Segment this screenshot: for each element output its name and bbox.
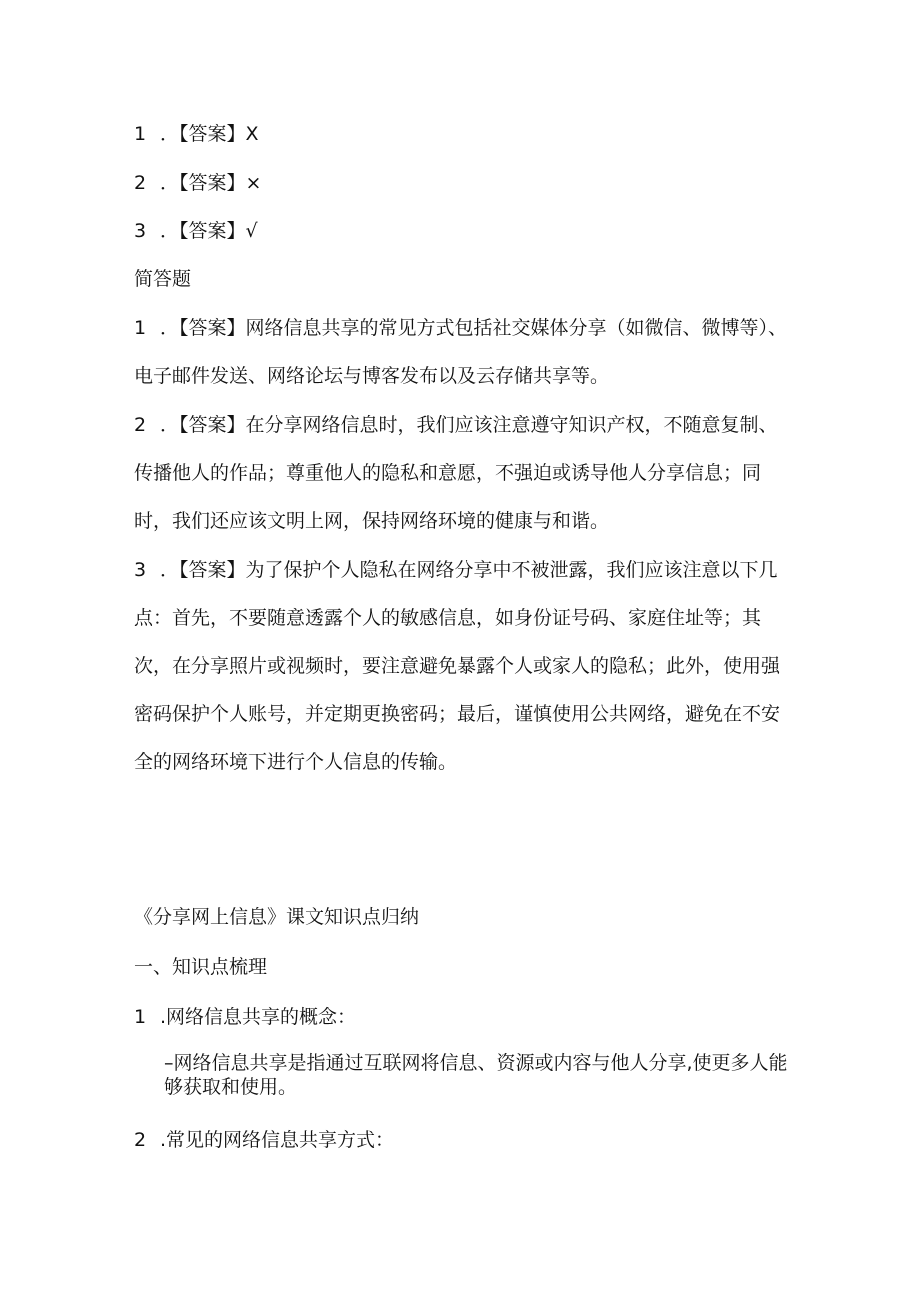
concept-paragraph: [134, 1051, 794, 1099]
answer-text: ．【答案】X: [160, 123, 259, 145]
item-text: .常见的网络信息共享方式：: [160, 1129, 395, 1151]
short-answer-1: [134, 304, 794, 400]
answer-number: 1: [134, 317, 147, 339]
answer-text: ．【答案】√: [160, 220, 258, 242]
answer-text: ．【答案】为了保护个人隐私在网络分享中不被泄露，我们应该注意以下几点：首先，不要随意透露个人的敏感信息，如身份证号码、家庭住址等；其次，在分享照片或视频时，要注意避免暴露个人或家人的隐私；此外，使用强密码保护个人账号，并定期更换密码；最后，谨慎使用公共网络，避免在不安全的网络环境下进行个人信息的传输。: [134, 559, 781, 773]
answer-number: 2: [134, 172, 147, 194]
item-number: 2: [134, 1129, 147, 1151]
answer-text: ．【答案】网络信息共享的常见方式包括社交媒体分享（如微信、微博等）、电子邮件发送、网络论坛与博客发布以及云存储共享等。: [134, 317, 788, 387]
short-answer-heading: 简答题: [134, 268, 192, 290]
answer-1: [134, 122, 259, 146]
short-answer-2: [134, 401, 794, 545]
concept-text: –网络信息共享是指通过互联网将信息、资源或内容与他人分享,使更多人能够获取和使用。: [164, 1052, 788, 1098]
knowledge-item-2: [134, 1128, 394, 1152]
item-number: 1: [134, 1006, 147, 1028]
answer-number: 3: [134, 559, 147, 581]
answer-number: 2: [134, 414, 147, 436]
answer-text: ．【答案】×: [160, 172, 262, 194]
section-heading: 一、知识点梳理: [134, 956, 268, 978]
item-text: .网络信息共享的概念：: [160, 1006, 357, 1028]
knowledge-item-1: [134, 1005, 356, 1029]
summary-title: 《分享网上信息》课文知识点归纳: [134, 906, 420, 928]
answer-text: ．【答案】在分享网络信息时，我们应该注意遵守知识产权，不随意复制、传播他人的作品；尊重他人的隐私和意愿，不强迫或诱导他人分享信息；同时，我们还应该文明上网，保持网络环境的健康与和谐。: [134, 414, 778, 532]
answer-number: 3: [134, 220, 147, 242]
answer-3: [134, 219, 258, 243]
answer-2: [134, 171, 261, 195]
short-answer-3: [134, 546, 794, 786]
answer-number: 1: [134, 123, 147, 145]
